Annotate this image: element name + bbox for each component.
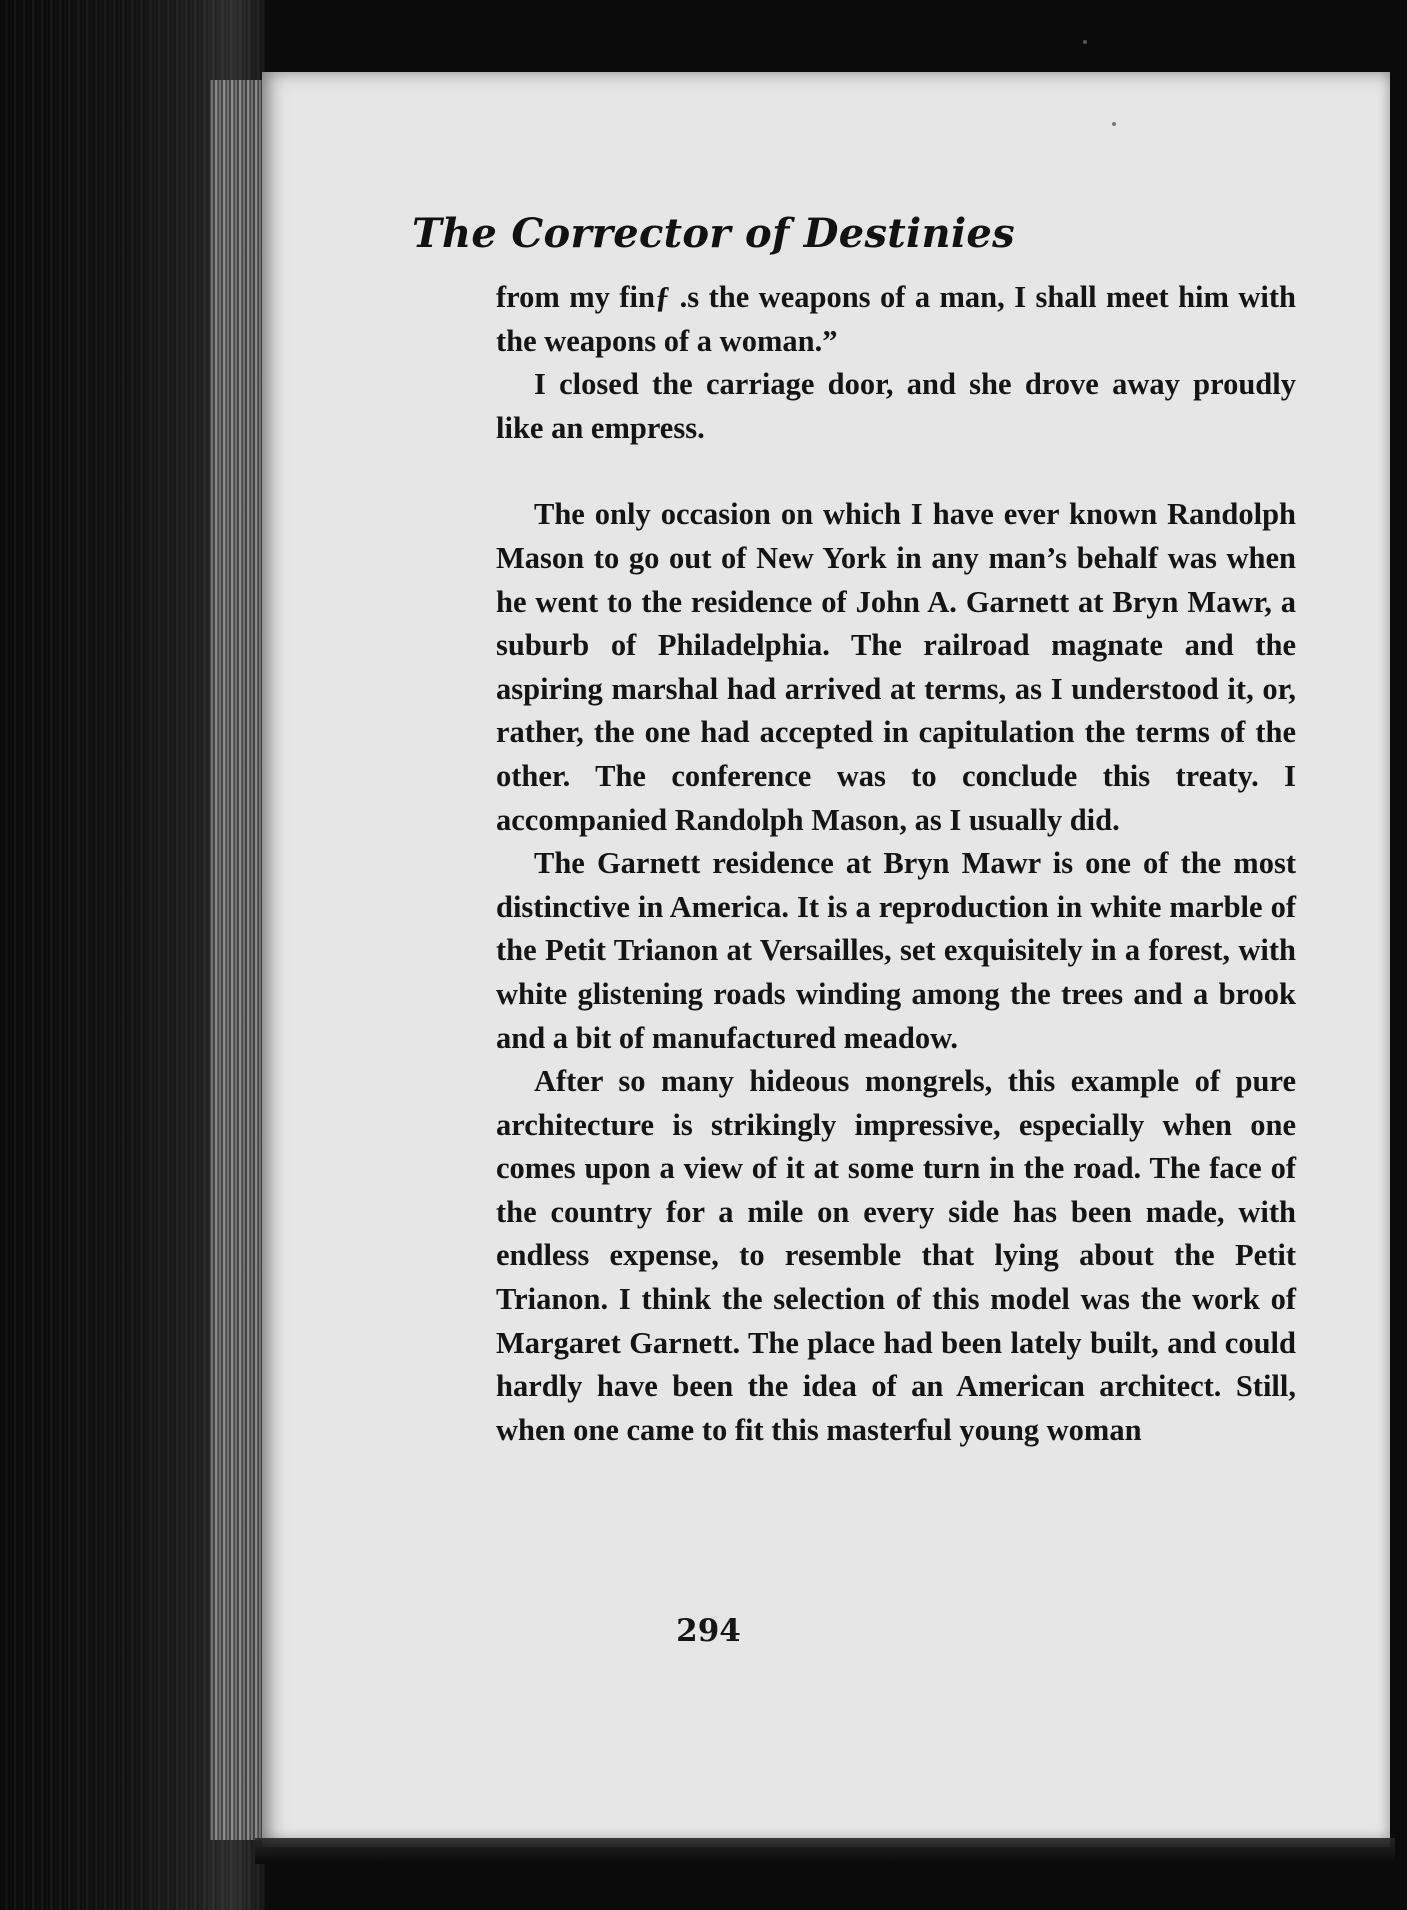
- paragraph: The Garnett residence at Bryn Mawr is one of the most distinctive in America. It is a reproduction in white marble of the Petit Trianon at Versailles, set exquisitely in a forest, with white glistening roads winding among the trees and a brook and a bit of manufactured meadow.: [496, 846, 1296, 1055]
- paragraph: After so many hideous mongrels, this example of pure architecture is strikingly impressive, especially when one comes upon a view of it at some turn in the road. The face of the country for a mile on every side has been made, with endless expense, to resemble that lying about the Petit Trianon. I think the selection of this model was the work of Margaret Garnett. The place had been lately built, and could hardly have been the idea of an American architect. Still, when one came to fit this masterful young woman: [496, 1064, 1296, 1447]
- dust-speck: [1083, 40, 1087, 44]
- paragraph-continued: from my finƒ .s the weapons of a man, I shall meet him with the weapons of a woman.”: [496, 280, 1296, 358]
- section-break: [496, 450, 1296, 493]
- page-number: 294: [676, 1613, 741, 1649]
- dust-speck: [1112, 122, 1116, 126]
- paragraph: The only occasion on which I have ever known Randolph Mason to go out of New York in any man’s behalf was when he went to the residence of John A. Garnett at Bryn Mawr, a suburb of Philadelphia. The railroad magnate and the aspiring marshal had arrived at terms, as I understood it, or, rather, the one had accepted in capitulation the terms of the other. The conference was to conclude this treaty. I accompanied Randolph Mason, as I usually did.: [496, 497, 1296, 837]
- page-edges: [210, 80, 270, 1840]
- page-bottom-shadow: [255, 1838, 1395, 1864]
- body-text: [496, 276, 1296, 1452]
- running-head: The Corrector of Destinies: [411, 210, 1016, 257]
- paragraph: I closed the carriage door, and she drove away proudly like an empress.: [496, 367, 1296, 445]
